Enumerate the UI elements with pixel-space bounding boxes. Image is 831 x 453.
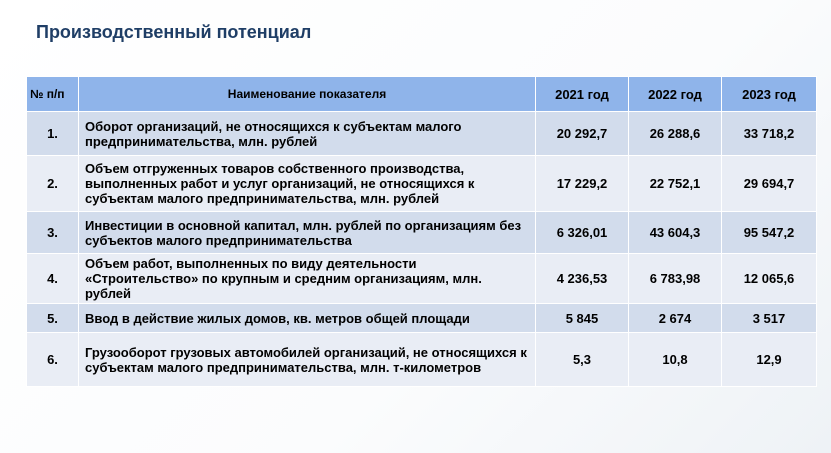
row-num: 3. bbox=[27, 212, 79, 254]
row-name: Объем работ, выполненных по виду деятельности «Строительство» по крупным и средним организациям, млн. рублей bbox=[79, 254, 536, 304]
row-value-2021: 5,3 bbox=[536, 333, 629, 387]
row-value-2021: 17 229,2 bbox=[536, 156, 629, 212]
row-value-2023: 95 547,2 bbox=[722, 212, 817, 254]
row-value-2022: 22 752,1 bbox=[629, 156, 722, 212]
header-2022: 2022 год bbox=[629, 77, 722, 112]
row-value-2022: 6 783,98 bbox=[629, 254, 722, 304]
row-value-2021: 4 236,53 bbox=[536, 254, 629, 304]
row-num: 5. bbox=[27, 304, 79, 333]
row-value-2023: 3 517 bbox=[722, 304, 817, 333]
row-value-2022: 2 674 bbox=[629, 304, 722, 333]
table-row bbox=[27, 254, 817, 304]
row-value-2022: 43 604,3 bbox=[629, 212, 722, 254]
indicators-table bbox=[26, 76, 817, 387]
table-row bbox=[27, 112, 817, 156]
row-value-2021: 20 292,7 bbox=[536, 112, 629, 156]
row-name: Грузооборот грузовых автомобилей организаций, не относящихся к субъектам малого предпринимательства, млн. т-километров bbox=[79, 333, 536, 387]
header-2021: 2021 год bbox=[536, 77, 629, 112]
row-value-2021: 6 326,01 bbox=[536, 212, 629, 254]
row-num: 6. bbox=[27, 333, 79, 387]
row-name: Ввод в действие жилых домов, кв. метров общей площади bbox=[79, 304, 536, 333]
row-num: 1. bbox=[27, 112, 79, 156]
row-value-2022: 10,8 bbox=[629, 333, 722, 387]
row-value-2021: 5 845 bbox=[536, 304, 629, 333]
table-row bbox=[27, 212, 817, 254]
row-name: Инвестиции в основной капитал, млн. рублей по организациям без субъектов малого предпринимательства bbox=[79, 212, 536, 254]
table-row bbox=[27, 156, 817, 212]
row-value-2022: 26 288,6 bbox=[629, 112, 722, 156]
indicators-table-wrap bbox=[26, 76, 816, 387]
row-num: 2. bbox=[27, 156, 79, 212]
table-row bbox=[27, 304, 817, 333]
header-name: Наименование показателя bbox=[79, 77, 536, 112]
header-2023: 2023 год bbox=[722, 77, 817, 112]
row-value-2023: 29 694,7 bbox=[722, 156, 817, 212]
row-num: 4. bbox=[27, 254, 79, 304]
table-row bbox=[27, 333, 817, 387]
table-header-row bbox=[27, 77, 817, 112]
page-title: Производственный потенциал bbox=[36, 22, 312, 42]
row-value-2023: 12 065,6 bbox=[722, 254, 817, 304]
header-num: № п/п bbox=[27, 77, 79, 112]
row-value-2023: 12,9 bbox=[722, 333, 817, 387]
row-value-2023: 33 718,2 bbox=[722, 112, 817, 156]
row-name: Объем отгруженных товаров собственного производства, выполненных работ и услуг организаций, не относящихся к субъектам малого предпринимательства, млн. рублей bbox=[79, 156, 536, 212]
row-name: Оборот организаций, не относящихся к субъектам малого предпринимательства, млн. рублей bbox=[79, 112, 536, 156]
